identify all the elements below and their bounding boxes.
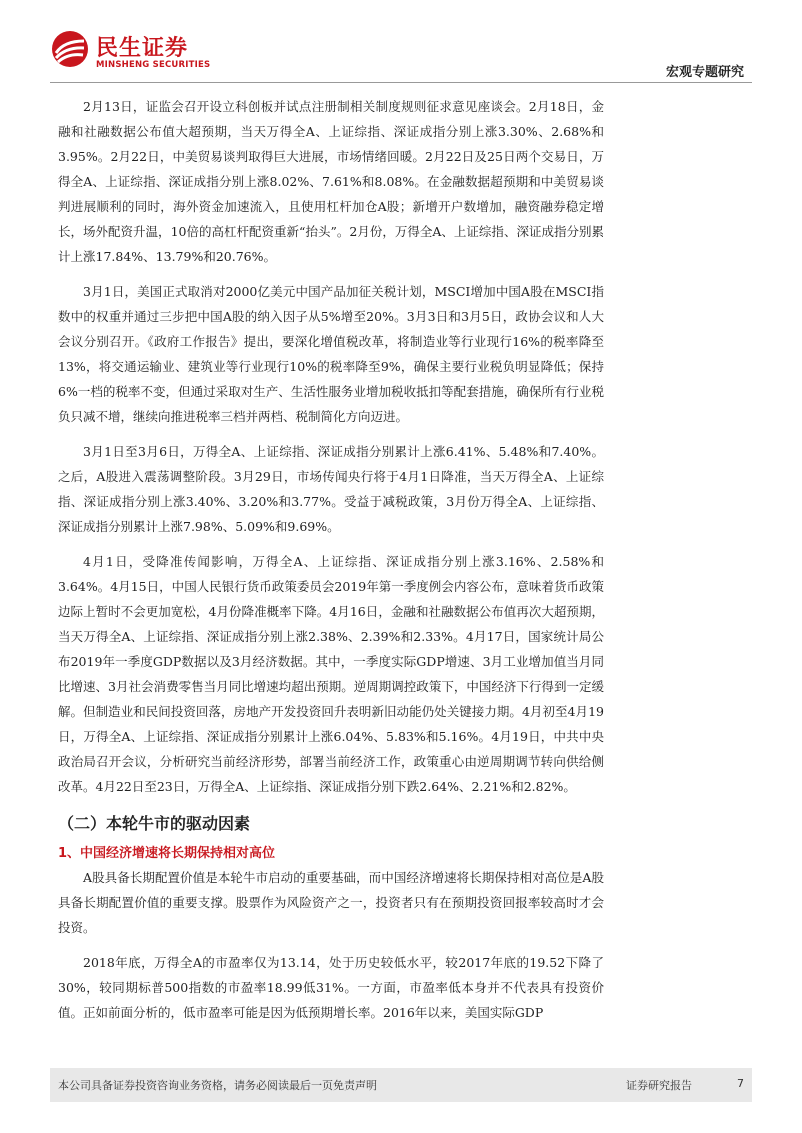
brand-name-cn: 民生证券	[96, 36, 189, 61]
section-heading: （二）本轮牛市的驱动因素	[58, 814, 251, 833]
paragraph-mar-policy: 3月1日，美国正式取消对2000亿美元中国产品加征关税计划，MSCI增加中国A股在MSCI指数中的权重并通过三步把中国A股的纳入因子从5%增至20%。3月3日和3月5日，政协会议和人大会议分别召开。《政府工作报告》提出，要深化增值税改革，将制造业等行业现行16%的税率降至13%，将交通运输业、建筑业等行业现行10%的税率降至9%，确保主要行业税负明显降低；保持6%一档的税率不变，但通过采取对生产、生活性服务业增加税收抵扣等配套措施，确保所有行业税负只减不增，继续向推进税率三档并两档、税制简化方向迈进。	[58, 284, 604, 424]
report-type-label: 宏观专题研究	[665, 65, 744, 80]
page-header	[0, 0, 802, 86]
brand-logo	[50, 29, 225, 75]
footer-disclaimer: 本公司具备证券投资咨询业务资格，请务必阅读最后一页免责声明	[58, 1079, 377, 1092]
brand-name-en: MINSHENG SECURITIES	[96, 60, 211, 70]
footer-report-label: 证券研究报告	[626, 1079, 692, 1092]
paragraph-long-term-value: A股具备长期配置价值是本轮牛市启动的重要基础，而中国经济增速将长期保持相对高位是A股具备长期配置价值的重要支撑。股票作为风险资产之一，投资者只有在预期投资回报率较高时才会投资。	[58, 870, 604, 935]
paragraph-mar-market: 3月1日至3月6日，万得全A、上证综指、深证成指分别累计上涨6.41%、5.48%和7.40%。之后，A股进入震荡调整阶段。3月29日，市场传闻央行将于4月1日降准，当天万得全A、上证综指、深证成指分别上涨3.40%、3.20%和3.77%。受益于减税政策，3月份万得全A、上证综指、深证成指分别累计上涨7.98%、5.09%和9.69%。	[58, 444, 604, 534]
paragraph-pe-ratio: 2018年底，万得全A的市盈率仅为13.14，处于历史较低水平，较2017年底的19.52下降了30%，较同期标普500指数的市盈率18.99低31%。一方面，市盈率低本身并不代表具有投资价值。正如前面分析的，低市盈率可能是因为低预期增长率。2016年以来，美国实际GDP	[58, 955, 604, 1020]
page-number: 7	[737, 1077, 744, 1090]
paragraph-feb: 2月13日，证监会召开设立科创板并试点注册制相关制度规则征求意见座谈会。2月18日，金融和社融数据公布值大超预期，当天万得全A、上证综指、深证成指分别上涨3.30%、2.68%和3.95%。2月22日，中美贸易谈判取得巨大进展，市场情绪回暖。2月22日及25日两个交易日，万得全A、上证综指、深证成指分别上涨8.02%、7.61%和8.08%。在金融数据超预期和中美贸易谈判进展顺利的同时，海外资金加速流入，且使用杠杆加仓A股；新增开户数增加，融资融券稳定增长，场外配资升温，10倍的高杠杆配资重新“抬头”。2月份，万得全A、上证综指、深证成指分别累计上涨17.84%、13.79%和20.76%。	[58, 99, 604, 264]
page-footer	[0, 1068, 802, 1102]
sub-heading: 1、中国经济增速将长期保持相对高位	[58, 846, 276, 861]
document-body	[58, 94, 604, 1025]
minsheng-logo-icon	[50, 29, 90, 69]
header-divider	[50, 82, 752, 83]
paragraph-apr: 4月1日，受降准传闻影响，万得全A、上证综指、深证成指分别上涨3.16%、2.58%和3.64%。4月15日，中国人民银行货币政策委员会2019年第一季度例会内容公布，意味着货币政策边际上暂时不会更加宽松，4月份降准概率下降。4月16日，金融和社融数据公布值再次大超预期，当天万得全A、上证综指、深证成指分别上涨2.38%、2.39%和2.33%。4月17日，国家统计局公布2019年一季度GDP数据以及3月经济数据。其中，一季度实际GDP增速、3月工业增加值当月同比增速、3月社会消费零售当月同比增速均超出预期。逆周期调控政策下，中国经济下行得到一定缓解。但制造业和民间投资回落，房地产开发投资回升表明新旧动能仍处关键接力期。4月初至4月19日，万得全A、上证综指、深证成指分别累计上涨6.04%、5.83%和5.16%。4月19日，中共中央政治局召开会议，分析研究当前经济形势，部署当前经济工作，政策重心由逆周期调节转向供给侧改革。4月22日至23日，万得全A、上证综指、深证成指分别下跌2.64%、2.21%和2.82%。	[58, 554, 604, 794]
